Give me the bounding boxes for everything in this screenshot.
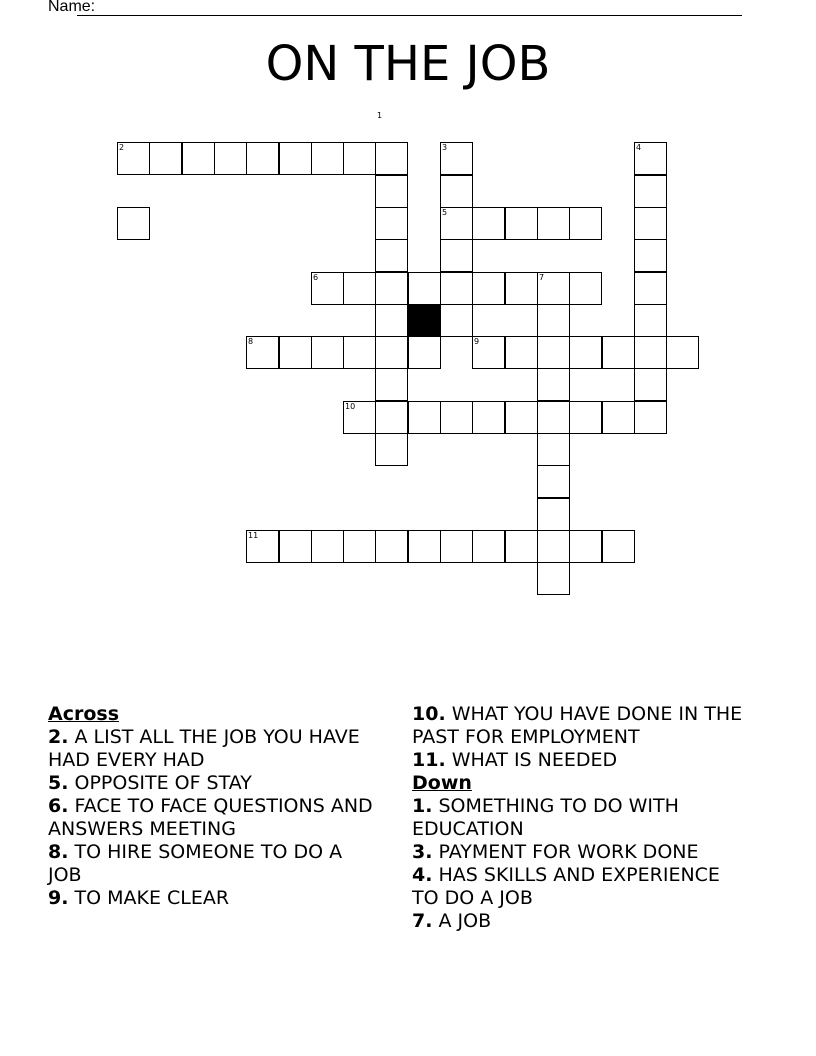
crossword-cell[interactable]	[505, 336, 538, 369]
crossword-cell[interactable]	[408, 272, 441, 305]
crossword-cell[interactable]	[408, 401, 441, 434]
clue-number-label: 10	[345, 402, 356, 411]
crossword-cell[interactable]	[505, 207, 538, 240]
clue-across-5	[48, 772, 378, 795]
crossword-cell[interactable]	[666, 336, 699, 369]
crossword-cell[interactable]	[375, 401, 408, 434]
clue-across-8	[48, 841, 378, 887]
crossword-cell[interactable]	[537, 304, 570, 337]
clue-number-label: 6	[313, 273, 319, 282]
crossword-cell[interactable]	[634, 304, 667, 337]
clue-number-label: 8	[248, 337, 254, 346]
crossword-cell[interactable]	[375, 304, 408, 337]
crossword-cell[interactable]	[375, 433, 408, 466]
crossword-cell[interactable]	[602, 530, 635, 563]
crossword-cell[interactable]	[375, 368, 408, 401]
crossword-cell[interactable]	[569, 530, 602, 563]
clue-down-3	[412, 841, 752, 864]
crossword-cell[interactable]	[505, 530, 538, 563]
clue-text: HAS SKILLS AND EXPERIENCE TO DO A JOB	[412, 864, 720, 909]
clue-number-label: 11	[248, 531, 259, 540]
crossword-cell[interactable]	[634, 272, 667, 305]
crossword-cell[interactable]	[505, 401, 538, 434]
crossword-cell[interactable]	[472, 401, 505, 434]
clue-text: A LIST ALL THE JOB YOU HAVE HAD EVERY HAD	[48, 726, 360, 771]
crossword-cell[interactable]	[569, 207, 602, 240]
crossword-cell[interactable]	[311, 142, 344, 175]
crossword-cell[interactable]	[343, 142, 376, 175]
crossword-cell[interactable]	[602, 401, 635, 434]
crossword-cell[interactable]	[440, 272, 473, 305]
clue-number: 6.	[48, 795, 69, 817]
crossword-cell[interactable]	[375, 272, 408, 305]
clue-across-10	[412, 703, 752, 749]
clue-number: 3.	[412, 841, 433, 863]
crossword-cell[interactable]	[408, 530, 441, 563]
page-title: ON THE JOB	[265, 36, 551, 92]
clue-number-label: 3	[442, 143, 448, 152]
crossword-cell[interactable]	[537, 336, 570, 369]
clue-text: WHAT IS NEEDED	[445, 749, 618, 771]
crossword-cell[interactable]	[440, 401, 473, 434]
clue-number-label: 4	[636, 143, 642, 152]
crossword-cell[interactable]	[375, 239, 408, 272]
crossword-cell[interactable]	[375, 530, 408, 563]
crossword-cell[interactable]	[440, 530, 473, 563]
crossword-cell[interactable]	[505, 272, 538, 305]
crossword-cell[interactable]	[602, 336, 635, 369]
clues-column-left	[48, 703, 378, 910]
clue-text: WHAT YOU HAVE DONE IN THE PAST FOR EMPLOYMENT	[412, 703, 743, 748]
crossword-cell[interactable]	[311, 336, 344, 369]
crossword-cell[interactable]	[375, 336, 408, 369]
clue-across-6	[48, 795, 378, 841]
crossword-cell[interactable]	[279, 142, 312, 175]
crossword-cell[interactable]	[440, 304, 473, 337]
crossword-cell[interactable]	[634, 368, 667, 401]
clue-text: TO MAKE CLEAR	[68, 887, 230, 909]
clue-number-label: 5	[442, 208, 448, 217]
crossword-cell[interactable]	[375, 207, 408, 240]
crossword-cell[interactable]	[537, 368, 570, 401]
crossword-cell[interactable]	[472, 530, 505, 563]
crossword-cell[interactable]	[634, 207, 667, 240]
crossword-cell[interactable]	[569, 401, 602, 434]
crossword-cell[interactable]	[440, 175, 473, 208]
clue-down-4	[412, 864, 752, 910]
clue-number-label: 2	[119, 143, 125, 152]
crossword-cell[interactable]	[440, 239, 473, 272]
crossword-cell[interactable]	[569, 272, 602, 305]
crossword-cell[interactable]	[537, 207, 570, 240]
clue-number: 9.	[48, 887, 69, 909]
crossword-cell[interactable]	[634, 175, 667, 208]
crossword-cell[interactable]	[537, 530, 570, 563]
clue-number: 4.	[412, 864, 433, 886]
clue-across-9	[48, 887, 378, 910]
clue-number: 8.	[48, 841, 69, 863]
clue-number: 2.	[48, 726, 69, 748]
clue-number-label: 9	[474, 337, 480, 346]
clue-number-label: 7	[539, 273, 545, 282]
across-heading: Across	[48, 703, 120, 725]
crossword-cell[interactable]	[117, 207, 150, 240]
crossword-cell[interactable]	[279, 336, 312, 369]
clue-number: 11.	[412, 749, 446, 771]
crossword-cell[interactable]	[311, 530, 344, 563]
crossword-cell[interactable]	[472, 207, 505, 240]
clues-column-right	[412, 703, 752, 933]
clue-number-label: 1	[377, 111, 383, 120]
crossword-cell[interactable]	[182, 142, 215, 175]
clue-number: 10.	[412, 703, 446, 725]
name-label: Name:	[48, 0, 96, 15]
clue-down-7	[412, 910, 752, 933]
crossword-cell[interactable]	[375, 142, 408, 175]
clue-text: PAYMENT FOR WORK DONE	[432, 841, 699, 863]
crossword-cell[interactable]	[537, 433, 570, 466]
crossword-cell[interactable]	[149, 142, 182, 175]
crossword-cell[interactable]	[343, 272, 376, 305]
clue-across-11	[412, 749, 752, 772]
crossword-cell[interactable]	[214, 142, 247, 175]
black-square	[408, 304, 441, 337]
crossword-cell[interactable]	[634, 401, 667, 434]
clue-text: TO HIRE SOMEONE TO DO A JOB	[48, 841, 343, 886]
crossword-cell[interactable]	[569, 336, 602, 369]
clue-number: 1.	[412, 795, 433, 817]
clue-text: SOMETHING TO DO WITH EDUCATION	[412, 795, 679, 840]
clue-number: 7.	[412, 910, 433, 932]
clue-across-2	[48, 726, 378, 772]
crossword-cell[interactable]	[279, 530, 312, 563]
crossword-cell[interactable]	[537, 465, 570, 498]
crossword-cell[interactable]	[343, 530, 376, 563]
clue-text: A JOB	[432, 910, 492, 932]
crossword-cell[interactable]	[634, 336, 667, 369]
clue-number: 5.	[48, 772, 69, 794]
crossword-cell[interactable]	[375, 175, 408, 208]
clue-text: OPPOSITE OF STAY	[68, 772, 252, 794]
clue-down-1	[412, 795, 752, 841]
crossword-cell[interactable]	[634, 239, 667, 272]
crossword-cell[interactable]	[537, 401, 570, 434]
crossword-cell[interactable]	[343, 336, 376, 369]
down-heading: Down	[412, 772, 472, 794]
crossword-cell[interactable]	[537, 498, 570, 531]
crossword-cell[interactable]	[537, 562, 570, 595]
crossword-cell[interactable]	[472, 272, 505, 305]
clue-text: FACE TO FACE QUESTIONS AND ANSWERS MEETING	[48, 795, 373, 840]
crossword-cell[interactable]	[408, 336, 441, 369]
crossword-cell[interactable]	[246, 142, 279, 175]
